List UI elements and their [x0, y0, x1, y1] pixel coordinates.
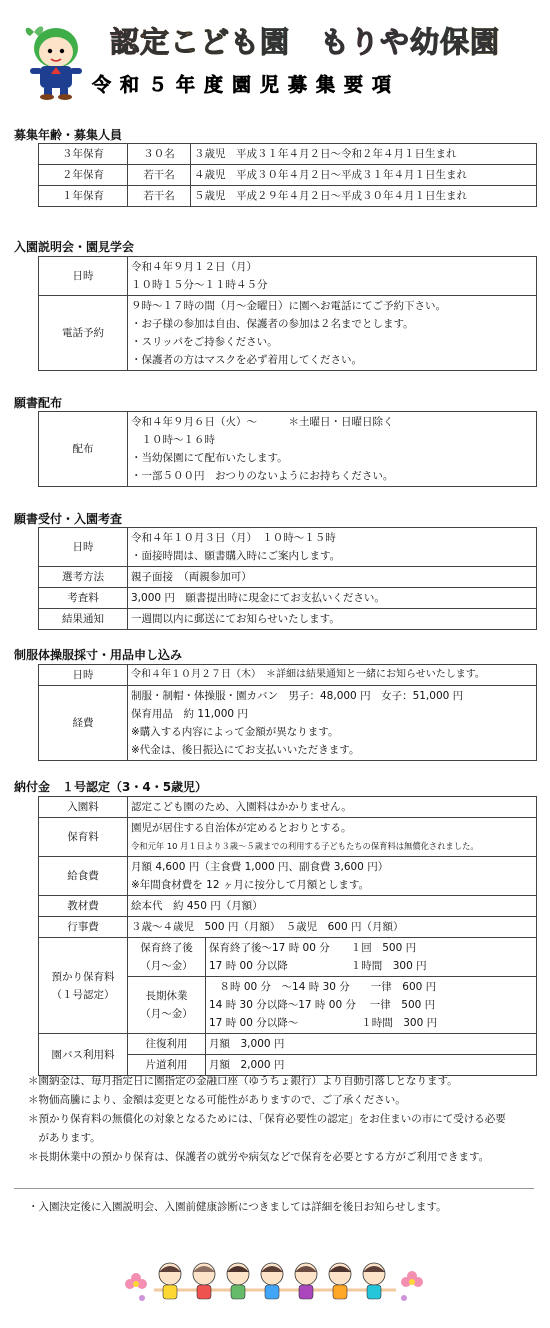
note: ＊長期休業中の預かり保育は、保護者の就労や病気などで保育を必要とする方がご利用できます。	[28, 1151, 490, 1163]
section-title-uniform: 制服体操服採寸・用品申し込み	[14, 648, 183, 662]
flower-icon	[125, 1273, 147, 1301]
flower-icon	[401, 1271, 423, 1301]
child-figure	[329, 1263, 351, 1299]
table-row: 配布 令和４年９月６日（火）～ ＊土曜日・日曜日除く １０時～１６時 ・当幼保園にて配布いたします。 ・一部５００円 おつりのないようにお持ちください。	[39, 412, 537, 487]
child-figure	[193, 1263, 215, 1299]
section-title-application: 願書受付・入園考査	[14, 512, 123, 526]
table-row: ２年保育 若干名 ４歳児 平成３０年４月２日～平成３１年４月１日生まれ	[39, 165, 537, 186]
table-row: 選考方法 親子面接 （両親参加可）	[39, 567, 537, 588]
divider	[14, 1188, 534, 1189]
table-row: 片道利用 月額 2,000 円	[39, 1055, 537, 1076]
fees-table	[38, 796, 537, 1076]
table-row: 園バス利用料 往復利用 月額 3,000 円	[39, 1034, 537, 1055]
section-title-briefing: 入園説明会・園見学会	[14, 240, 135, 254]
recruitment-title: 令和５年度園児募集要項	[92, 74, 401, 96]
children-illustration	[124, 1258, 424, 1308]
table-row: 行事費 ３歳～４歳児 500 円（月額） ５歳児 600 円（月額）	[39, 917, 537, 938]
school-title: 認定こども園 もりや幼保園	[110, 20, 500, 61]
section-title-distribution: 願書配布	[14, 396, 63, 410]
table-row: 長期休業 （月～金） ８時 00 分 ～14 時 30 分 一律 600 円 14 時 30 分以降～17 時 00 分 一律 500 円 17 時 00 分以降～ １時間 300 円	[39, 977, 537, 1034]
child-figure	[295, 1263, 317, 1299]
child-figure	[363, 1263, 385, 1299]
distribution-table	[38, 411, 537, 487]
note: ＊園納金は、毎月指定日に園指定の金融口座（ゆうちょ銀行）より自動引落しとなります。	[28, 1075, 458, 1087]
table-row: 教材費 絵本代 約 450 円（月額）	[39, 896, 537, 917]
header	[0, 0, 550, 110]
child-figure	[227, 1263, 249, 1299]
table-row: 考査料 3,000 円 願書提出時に現金にてお支払いください。	[39, 588, 537, 609]
table-row: 入園料 認定こども園のため、入園料はかかりません。	[39, 797, 537, 818]
section-title-recruit: 募集年齢・募集人員	[14, 128, 123, 142]
table-row: ３年保育 ３０名 ３歳児 平成３１年４月２日～令和２年４月１日生まれ	[39, 144, 537, 165]
table-row: 結果通知 一週間以内に郵送にてお知らせいたします。	[39, 609, 537, 630]
table-row: 電話予約 ９時～１７時の間（月～金曜日）に園へお電話にてご予約下さい。 ・お子様の参加は自由、保護者の参加は２名までとします。 ・スリッパをご持参ください。 ・保護者の方はマスクを必ず着用してください。	[39, 296, 537, 371]
section-title-fees: 納付金 １号認定（3・4・5歳児）	[14, 780, 208, 794]
child-figure	[159, 1263, 181, 1299]
table-row: 日時 令和４年１０月２７日（木） ＊詳細は結果通知と一緒にお知らせいたします。	[39, 665, 537, 686]
table-row: 保育料 園児が居住する自治体が定めるとおりとする。 令和元年 10 月１日より３歳～５歳までの利用する子どもたちの保育料は無償化されました。	[39, 818, 537, 857]
table-row: 日時 令和４年９月１２日（月） １０時１５分～１１時４５分	[39, 257, 537, 296]
uniform-table	[38, 664, 537, 761]
table-row: １年保育 若干名 ５歳児 平成２９年４月２日～平成３０年４月１日生まれ	[39, 186, 537, 207]
mascot-illustration	[20, 18, 92, 100]
table-row: 経費 制服・制帽・体操服・園カバン 男子：48,000 円 女子：51,000 円 保育用品 約 11,000 円 ※購入する内容によって金額が異なります。 ※代金は、後日振込にてお支払いいただきます。	[39, 686, 537, 761]
note: があります。	[28, 1132, 101, 1144]
table-row: 日時 令和４年１０月３日（月） １０時～１５時 ・面接時間は、願書購入時にご案内します。	[39, 528, 537, 567]
note: ＊物価高騰により、金額は変更となる可能性がありますので、ご了承ください。	[28, 1094, 406, 1106]
footer-note: ・入園決定後に入園説明会、入園前健康診断につきましては詳細を後日お知らせします。	[28, 1201, 447, 1213]
application-table	[38, 527, 537, 630]
briefing-table	[38, 256, 537, 371]
child-figure	[261, 1263, 283, 1299]
table-row: 預かり保育料 （１号認定） 保育終了後 （月～金） 保育終了後～17 時 00 分 １回 500 円 17 時 00 分以降 １時間 300 円	[39, 938, 537, 977]
recruit-table	[38, 143, 537, 207]
notes	[28, 1072, 540, 1167]
table-row: 給食費 月額 4,600 円（主食費 1,000 円、副食費 3,600 円） ※年間食材費を 12 ヶ月に按分して月額とします。	[39, 857, 537, 896]
note: ＊預かり保育料の無償化の対象となるためには、「保育必要性の認定」をお住まいの市にて受ける必要	[28, 1113, 506, 1125]
